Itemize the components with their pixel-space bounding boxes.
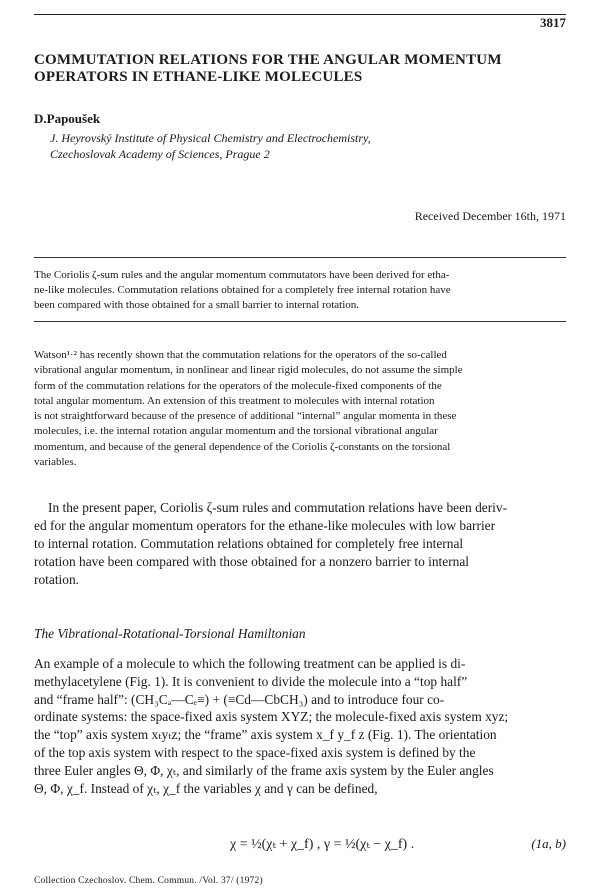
section-line: ordinate systems: the space-fixed axis system XYZ; the molecule-fixed axis system xyz; bbox=[34, 709, 509, 725]
intro-line: total angular momentum. An extension of this treatment to molecules with internal rotation bbox=[34, 394, 435, 407]
affiliation bbox=[50, 130, 371, 162]
journal-footer: Collection Czechoslov. Chem. Commun. /Vol. 37/ (1972) bbox=[34, 876, 263, 886]
body-paragraph bbox=[34, 499, 574, 589]
section-heading: The Vibrational-Rotational-Torsional Hamiltonian bbox=[34, 626, 306, 641]
introduction-paragraph bbox=[34, 348, 574, 470]
paragraph-line: rotation. bbox=[34, 572, 79, 588]
abstract-bottom-rule bbox=[34, 321, 566, 322]
intro-line: vibrational angular momentum, in nonlinear and linear rigid molecules, do not assume the simple bbox=[34, 364, 463, 377]
affiliation-line: J. Heyrovský Institute of Physical Chemistry and Electrochemistry, bbox=[50, 131, 371, 145]
intro-line: variables. bbox=[34, 456, 77, 469]
section-line: and “frame half”: (CH₃Cₐ—Cₑ≡) + (≡Cd—CbCH₃) and to introduce four co- bbox=[34, 691, 445, 707]
article-title bbox=[34, 52, 574, 86]
abstract-line: The Coriolis ζ-sum rules and the angular momentum commutators have been derived for etha- bbox=[34, 269, 450, 281]
title-line: OPERATORS IN ETHANE-LIKE MOLECULES bbox=[34, 69, 363, 85]
abstract-top-rule bbox=[34, 257, 566, 258]
intro-line: molecules, i.e. the internal rotation angular momentum and the torsional vibrational angular bbox=[34, 425, 438, 438]
section-line: the “top” axis system xₜyₜz; the “frame” axis system x_f y_f z (Fig. 1). The orientation bbox=[34, 727, 497, 743]
author-name: D.Papoušek bbox=[34, 111, 101, 126]
intro-line: momentum, and because of the general dependence of the Coriolis ζ-constants on the torsional bbox=[34, 440, 451, 453]
paragraph-line: In the present paper, Coriolis ζ-sum rules and commutation relations have been deriv- bbox=[48, 500, 508, 515]
section-line: methylacetylene (Fig. 1). It is convenient to divide the molecule into a “top half” bbox=[34, 673, 468, 689]
abstract-line: been compared with those obtained for a small barrier to internal rotation. bbox=[34, 299, 359, 311]
equation-number: (1a, b) bbox=[531, 836, 566, 851]
affiliation-line: Czechoslovak Academy of Sciences, Prague 2 bbox=[50, 147, 270, 161]
abstract-line: ne-like molecules. Commutation relations obtained for a completely free internal rotation have bbox=[34, 284, 451, 296]
intro-line: form of the commutation relations for the operators of the molecule-fixed components of the bbox=[34, 379, 442, 392]
abstract bbox=[34, 268, 574, 313]
title-line: COMMUTATION RELATIONS FOR THE ANGULAR MOMENTUM bbox=[34, 52, 502, 68]
received-date: Received December 16th, 1971 bbox=[414, 209, 566, 223]
intro-line: is not straightforward because of the presence of additional “internal” angular momenta in these bbox=[34, 410, 457, 423]
paragraph-line: rotation have been compared with those obtained for a nonzero barrier to internal bbox=[34, 554, 470, 570]
section-paragraph bbox=[34, 655, 574, 797]
section-line: three Euler angles Θ, Φ, χₜ, and similarly of the frame axis system by the Euler angles bbox=[34, 762, 494, 778]
page-number: 3817 bbox=[540, 15, 566, 30]
header-rule bbox=[34, 14, 566, 15]
section-line: of the top axis system with respect to the space-fixed axis system is defined by the bbox=[34, 744, 476, 760]
equation: χ = ½(χₜ + χ_f) , γ = ½(χₜ − χ_f) . bbox=[230, 837, 415, 852]
paragraph-line: ed for the angular momentum operators for the ethane-like molecules with low barrier bbox=[34, 518, 496, 534]
section-line: An example of a molecule to which the following treatment can be applied is di- bbox=[34, 656, 466, 671]
section-line: Θ, Φ, χ_f. Instead of χₜ, χ_f the variables χ and γ can be defined, bbox=[34, 780, 378, 796]
intro-line: Watson¹·² has recently shown that the commutation relations for the operators of the so-called bbox=[34, 349, 447, 361]
paragraph-line: to internal rotation. Commutation relations obtained for completely free internal bbox=[34, 536, 464, 552]
